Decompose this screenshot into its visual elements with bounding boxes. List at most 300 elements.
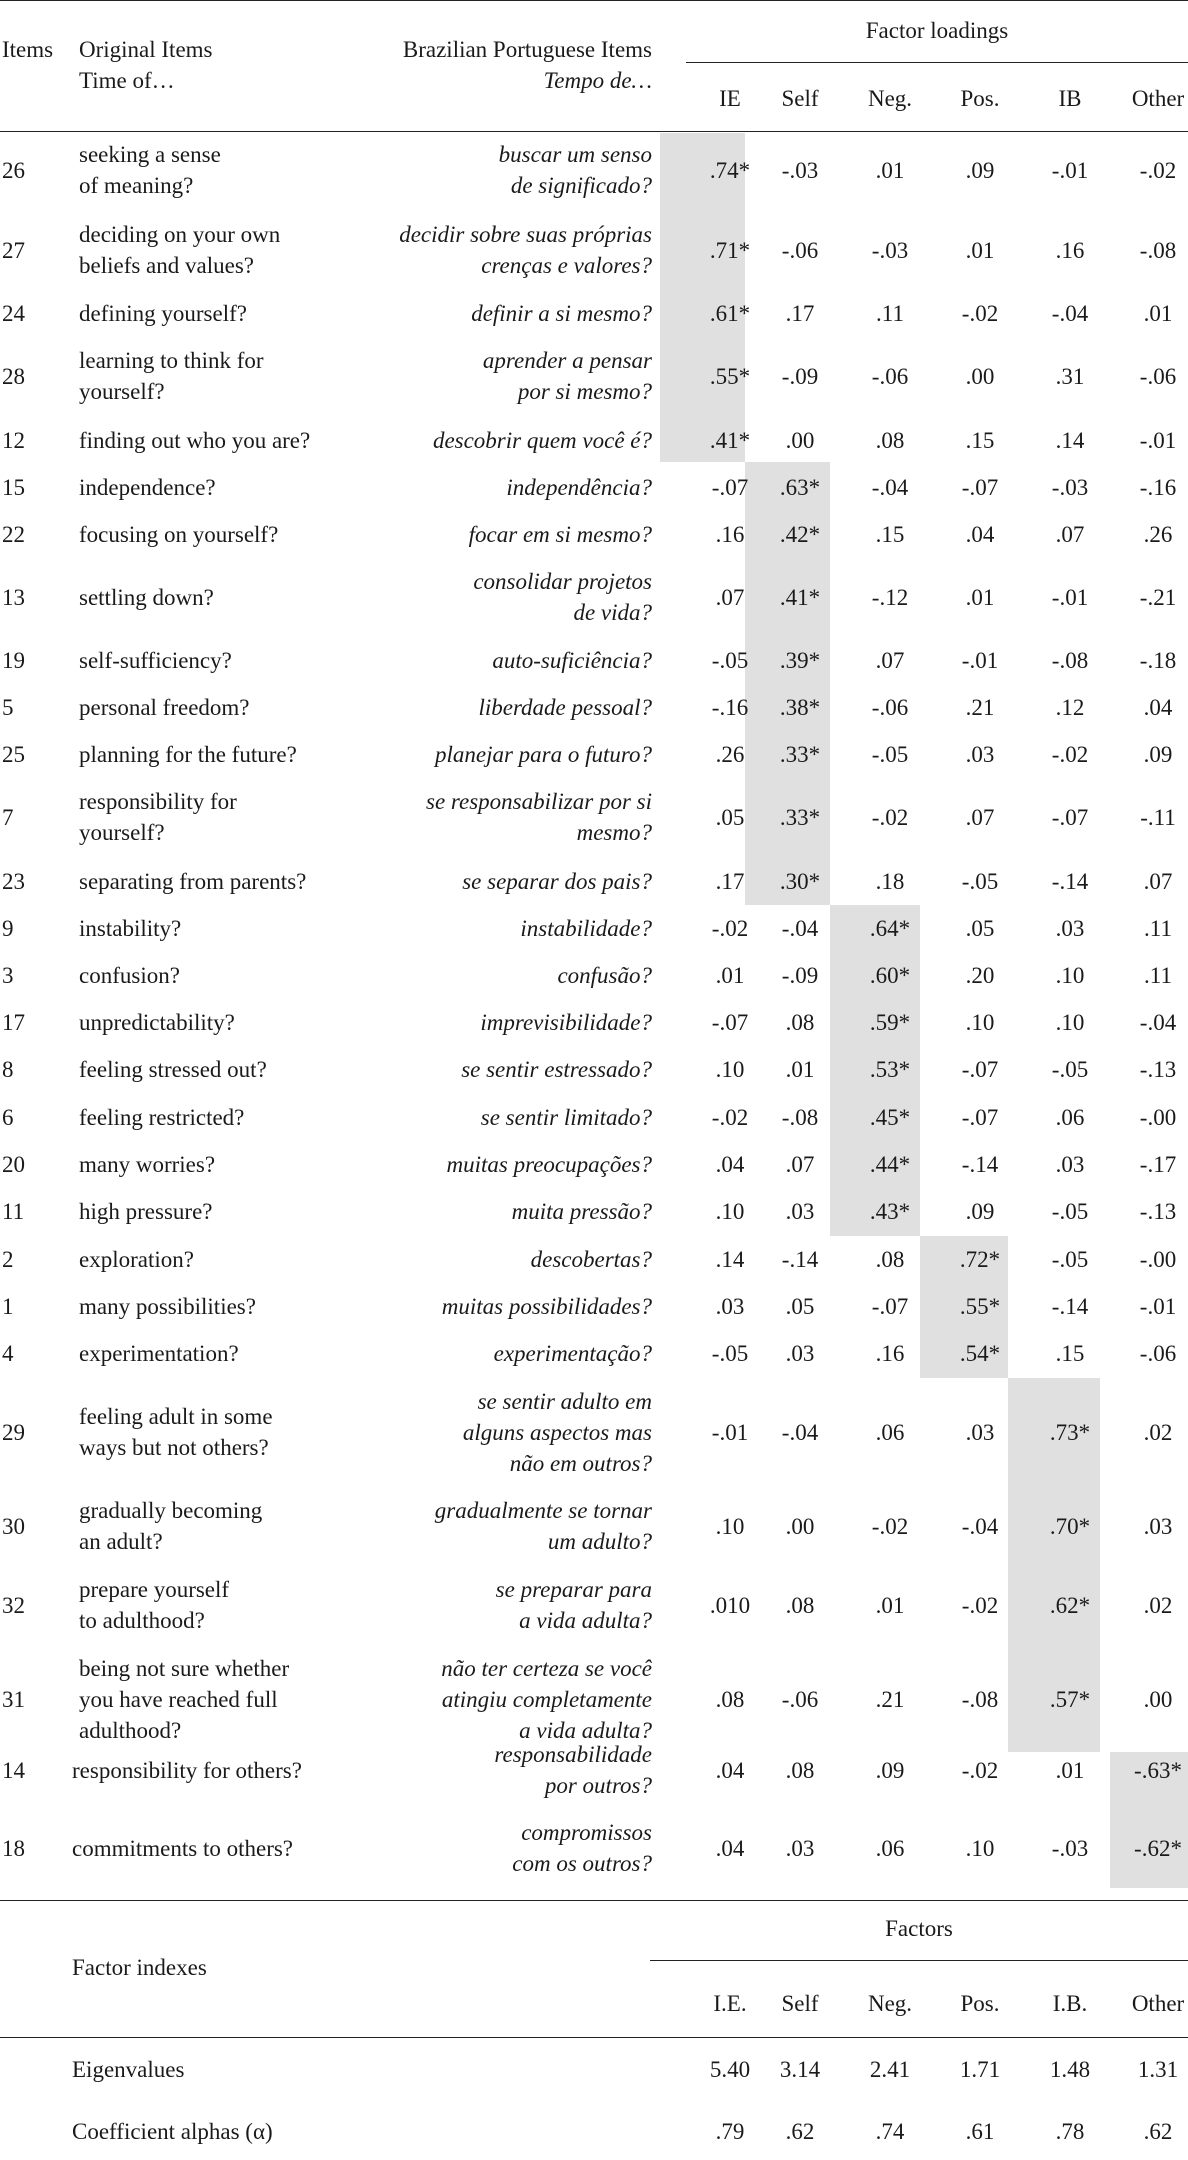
- loading-value: .04: [715, 1835, 745, 1861]
- loading-value: .03: [1055, 1151, 1085, 1177]
- item-number: 14: [2, 1757, 25, 1783]
- factor-indexes-label: Factor indexes: [72, 1955, 207, 1980]
- loading-value: -.00: [1139, 1246, 1177, 1272]
- portuguese-item-text: gradualmente se tornar: [434, 1498, 652, 1523]
- original-item-text: feeling stressed out?: [79, 1056, 267, 1082]
- items-header: Items: [2, 37, 54, 62]
- original-item-text: prepare yourself: [79, 1577, 230, 1602]
- loading-value: -.12: [871, 584, 909, 610]
- original-item-text: of meaning?: [79, 173, 194, 198]
- item-number: 17: [2, 1009, 25, 1035]
- loading-value: -.21: [1139, 584, 1177, 610]
- loading-value: .15: [1055, 1340, 1085, 1366]
- loading-value: -.01: [1139, 1293, 1177, 1319]
- loading-value: .16: [715, 521, 745, 547]
- footer-header-rule: [0, 2037, 1188, 2038]
- loading-value: .72*: [959, 1246, 1001, 1272]
- factor-loadings-header: Factor loadings: [865, 18, 1009, 43]
- item-number: 25: [2, 741, 25, 767]
- loading-value: -.07: [711, 1009, 749, 1035]
- original-item-text: learning to think for: [79, 348, 264, 373]
- loading-value: .01: [965, 237, 995, 263]
- item-number: 20: [2, 1151, 25, 1177]
- original-item-text: seeking a sense: [79, 142, 221, 167]
- eigenvalue: 5.40: [709, 2057, 751, 2082]
- loading-value: -.13: [1139, 1056, 1177, 1082]
- loading-value: .61*: [709, 300, 751, 326]
- original-item-text: self-sufficiency?: [79, 647, 232, 673]
- column-header-5: Other: [1131, 86, 1185, 111]
- loading-value: .10: [1055, 962, 1085, 988]
- loading-value: .09: [875, 1757, 905, 1783]
- original-item-text: you have reached full: [79, 1686, 278, 1712]
- item-number: 26: [2, 157, 25, 183]
- original-item-text: beliefs and values?: [79, 253, 254, 278]
- loading-value: .59*: [869, 1009, 911, 1035]
- item-number: 22: [2, 521, 25, 547]
- loading-value: .07: [715, 584, 745, 610]
- loading-value: .03: [1143, 1513, 1173, 1539]
- loading-value: .03: [785, 1835, 815, 1861]
- loading-value: .03: [1055, 915, 1085, 941]
- portuguese-item-text: definir a si mesmo?: [471, 300, 652, 326]
- loading-value: .09: [1143, 741, 1173, 767]
- loading-value: .44*: [869, 1151, 911, 1177]
- loading-value: .07: [965, 804, 995, 830]
- loading-value: -.06: [871, 694, 909, 720]
- loading-value: -.09: [781, 962, 819, 988]
- loading-value: .09: [965, 157, 995, 183]
- loading-value: .18: [875, 868, 905, 894]
- loading-value: .10: [1055, 1009, 1085, 1035]
- factor-loadings-rule: [686, 62, 1188, 63]
- loading-value: .16: [875, 1340, 905, 1366]
- loading-value: .45*: [869, 1104, 911, 1130]
- loading-value: -.02: [711, 915, 749, 941]
- item-number: 27: [2, 237, 25, 263]
- loading-value: -.03: [1051, 474, 1089, 500]
- loading-value: .71*: [709, 237, 751, 263]
- portuguese-item-text: atingiu completamente: [441, 1686, 652, 1712]
- portuguese-item-text: aprender a pensar: [482, 348, 652, 373]
- loading-value: .05: [785, 1293, 815, 1319]
- item-number: 31: [2, 1686, 25, 1712]
- loading-value: -.04: [1139, 1009, 1177, 1035]
- loading-value: .63*: [779, 474, 821, 500]
- portuguese-item-text: compromissos: [521, 1820, 652, 1845]
- loading-value: -.16: [711, 694, 749, 720]
- loading-value: -.01: [1139, 427, 1177, 453]
- loading-value: -.05: [961, 868, 999, 894]
- loading-value: -.08: [1051, 647, 1089, 673]
- portuguese-item-text: se sentir limitado?: [480, 1104, 652, 1130]
- item-number: 1: [2, 1293, 14, 1319]
- loading-value: .26: [1143, 521, 1173, 547]
- original-item-text: many possibilities?: [79, 1293, 256, 1319]
- portuguese-item-text: independência?: [506, 474, 652, 500]
- portuguese-item-text: por outros?: [544, 1773, 652, 1798]
- original-item-text: confusion?: [79, 962, 180, 988]
- item-number: 7: [2, 804, 14, 830]
- portuguese-item-text: alguns aspectos mas: [462, 1419, 652, 1445]
- loading-value: .14: [1055, 427, 1085, 453]
- portuguese-item-text: muitas preocupações?: [446, 1151, 652, 1177]
- loading-value: .00: [785, 1513, 815, 1539]
- loading-value: -.07: [871, 1293, 909, 1319]
- coefficient-alpha: .79: [715, 2119, 745, 2144]
- original-item-text: being not sure whether: [79, 1655, 290, 1681]
- loading-value: .10: [715, 1056, 745, 1082]
- eigenvalue: 1.31: [1137, 2057, 1179, 2082]
- item-number: 23: [2, 868, 25, 894]
- portuguese-item-text: não ter certeza se você: [441, 1655, 652, 1681]
- portuguese-item-text: consolidar projetos: [473, 569, 652, 594]
- loading-value: -.63*: [1134, 1757, 1182, 1783]
- loading-value: -.18: [1139, 647, 1177, 673]
- loading-value: .03: [965, 741, 995, 767]
- loading-value: .11: [876, 300, 904, 326]
- portuguese-item-text: muitas possibilidades?: [441, 1293, 652, 1319]
- loading-value: -.05: [1051, 1246, 1089, 1272]
- original-item-text: yourself?: [79, 379, 165, 404]
- original-item-text: gradually becoming: [79, 1498, 263, 1523]
- portuguese-item-text: a vida adulta?: [519, 1717, 652, 1743]
- loading-value: .57*: [1049, 1686, 1091, 1712]
- loading-value: -.01: [1051, 584, 1089, 610]
- loading-value: .07: [785, 1151, 815, 1177]
- loading-value: -.01: [1051, 157, 1089, 183]
- item-number: 28: [2, 363, 25, 389]
- loading-value: .05: [965, 915, 995, 941]
- loading-value: -.07: [961, 1104, 999, 1130]
- loading-value: -.01: [961, 647, 999, 673]
- original-item-text: responsibility for: [79, 789, 237, 814]
- loading-value: .08: [785, 1009, 815, 1035]
- loading-value: .55*: [959, 1293, 1001, 1319]
- loading-value: -.14: [1051, 868, 1089, 894]
- original-item-text: many worries?: [79, 1151, 216, 1177]
- loading-value: .10: [965, 1835, 995, 1861]
- coefficient-alpha: .62: [1143, 2119, 1173, 2144]
- loading-value: .06: [1055, 1104, 1085, 1130]
- top-rule: [0, 0, 1188, 1]
- column-header-4: IB: [1058, 86, 1082, 111]
- portuguese-item-text: auto-suficiência?: [492, 647, 652, 673]
- coefficient-alpha: .78: [1055, 2119, 1085, 2144]
- loading-value: .03: [785, 1340, 815, 1366]
- loading-value: -.07: [711, 474, 749, 500]
- loading-value: .08: [875, 1246, 905, 1272]
- loading-value: .07: [875, 647, 905, 673]
- loading-value: .08: [785, 1757, 815, 1783]
- coefficient-alpha: .62: [785, 2119, 815, 2144]
- eigenvalue: 1.71: [959, 2057, 1001, 2082]
- item-number: 12: [2, 427, 25, 453]
- loading-value: .64*: [869, 915, 911, 941]
- loading-value: .08: [785, 1592, 815, 1618]
- portuguese-item-text: focar em si mesmo?: [468, 521, 652, 547]
- loading-value: -.02: [871, 1513, 909, 1539]
- original-item-text: finding out who you are?: [79, 427, 311, 453]
- loading-value: -.02: [711, 1104, 749, 1130]
- item-number: 11: [2, 1198, 25, 1224]
- portuguese-item-text: liberdade pessoal?: [478, 694, 652, 720]
- item-number: 18: [2, 1835, 25, 1861]
- portuguese-item-text: decidir sobre suas próprias: [399, 222, 652, 247]
- portuguese-item-text: se preparar para: [495, 1577, 652, 1602]
- loading-value: .03: [715, 1293, 745, 1319]
- factors-rule: [650, 1960, 1188, 1961]
- loading-value: -.04: [781, 915, 819, 941]
- column-header-1: Self: [781, 86, 819, 111]
- loading-value: -.08: [781, 1104, 819, 1130]
- brazilian-items-header: Brazilian Portuguese Items: [402, 37, 652, 62]
- loading-value: .38*: [779, 694, 821, 720]
- factor-column-header-4: I.B.: [1052, 1991, 1088, 2016]
- loading-value: -.04: [781, 1419, 819, 1445]
- portuguese-item-text: descobrir quem você é?: [432, 427, 652, 453]
- item-number: 15: [2, 474, 25, 500]
- loading-value: .21: [965, 694, 995, 720]
- column-header-3: Pos.: [960, 86, 1000, 111]
- loading-value: .74*: [709, 157, 751, 183]
- table-bottom-rule: [0, 1900, 1188, 1901]
- loading-value: -.02: [871, 804, 909, 830]
- loading-value: .42*: [779, 521, 821, 547]
- loading-value: .73*: [1049, 1419, 1091, 1445]
- original-item-text: experimentation?: [79, 1340, 239, 1366]
- loading-value: -.05: [871, 741, 909, 767]
- loading-value: -.02: [961, 300, 999, 326]
- loading-value: -.06: [1139, 363, 1177, 389]
- loading-value: .03: [785, 1198, 815, 1224]
- original-item-text: to adulthood?: [79, 1608, 205, 1633]
- original-item-text: exploration?: [79, 1246, 194, 1272]
- original-item-text: feeling adult in some: [79, 1404, 273, 1429]
- loading-value: .70*: [1049, 1513, 1091, 1539]
- loading-value: .60*: [869, 962, 911, 988]
- loading-value: .10: [965, 1009, 995, 1035]
- eigenvalue: 1.48: [1049, 2057, 1091, 2082]
- item-number: 29: [2, 1419, 25, 1445]
- portuguese-item-text: não em outros?: [509, 1450, 652, 1476]
- loading-value: -.02: [1051, 741, 1089, 767]
- loading-value: -.14: [781, 1246, 819, 1272]
- factor-column-header-1: Self: [781, 1991, 819, 2016]
- loading-value: -.03: [781, 157, 819, 183]
- loading-value: .33*: [779, 741, 821, 767]
- original-item-text: yourself?: [79, 820, 165, 845]
- original-item-text: adulthood?: [79, 1717, 182, 1743]
- loading-value: -.02: [961, 1757, 999, 1783]
- factors-header: Factors: [885, 1916, 953, 1941]
- loading-value: .10: [715, 1513, 745, 1539]
- loading-value: .00: [785, 427, 815, 453]
- loading-value: .11: [1144, 962, 1172, 988]
- portuguese-item-text: buscar um senso: [498, 142, 652, 167]
- loading-value: .07: [1143, 868, 1173, 894]
- loading-value: -.16: [1139, 474, 1177, 500]
- loading-value: .31: [1055, 363, 1085, 389]
- portuguese-item-text: crenças e valores?: [481, 253, 652, 278]
- portuguese-item-text: se responsabilizar por si: [426, 789, 652, 814]
- original-item-text: unpredictability?: [79, 1009, 235, 1035]
- coefficient-alpha: .74: [875, 2119, 905, 2144]
- loading-value: .21: [875, 1686, 905, 1712]
- loading-value: -.02: [961, 1592, 999, 1618]
- loading-value: -.07: [961, 1056, 999, 1082]
- item-number: 4: [2, 1340, 14, 1366]
- item-number: 3: [2, 962, 14, 988]
- loading-value: -.05: [1051, 1198, 1089, 1224]
- loading-value: .41*: [779, 584, 821, 610]
- item-number: 13: [2, 584, 25, 610]
- original-item-text: ways but not others?: [79, 1435, 269, 1460]
- loading-value: .17: [785, 300, 815, 326]
- loading-value: .11: [1144, 915, 1172, 941]
- original-item-text: high pressure?: [79, 1198, 213, 1224]
- coefficient-alpha-label: Coefficient alphas (α): [72, 2119, 273, 2144]
- portuguese-item-text: um adulto?: [547, 1529, 652, 1554]
- original-item-text: defining yourself?: [79, 300, 247, 326]
- portuguese-item-text: a vida adulta?: [519, 1608, 652, 1633]
- loading-value: -.05: [1051, 1056, 1089, 1082]
- item-number: 9: [2, 915, 14, 941]
- item-number: 30: [2, 1513, 25, 1539]
- portuguese-item-text: por si mesmo?: [517, 379, 652, 404]
- original-item-text: personal freedom?: [79, 694, 250, 720]
- original-items-subheader: Time of…: [79, 68, 175, 93]
- original-item-text: focusing on yourself?: [79, 521, 279, 547]
- portuguese-item-text: de vida?: [573, 600, 652, 625]
- loading-value: .14: [715, 1246, 745, 1272]
- loading-value: .06: [875, 1835, 905, 1861]
- original-item-text: deciding on your own: [79, 222, 281, 247]
- loading-value: .15: [965, 427, 995, 453]
- loading-value: -.04: [1051, 300, 1089, 326]
- column-header-2: Neg.: [867, 86, 913, 111]
- loading-value: -.05: [711, 1340, 749, 1366]
- column-header-0: IE: [719, 86, 741, 111]
- loading-value: .02: [1143, 1419, 1173, 1445]
- loading-value: -.17: [1139, 1151, 1177, 1177]
- loading-value: .01: [875, 157, 905, 183]
- original-item-text: responsibility for others?: [72, 1757, 302, 1783]
- loading-value: .00: [965, 363, 995, 389]
- loading-value: .09: [965, 1198, 995, 1224]
- loading-value: .04: [1143, 694, 1173, 720]
- loading-value: -.05: [711, 647, 749, 673]
- original-items-header: Original Items: [79, 37, 213, 62]
- portuguese-item-text: planejar para o futuro?: [434, 741, 652, 767]
- loading-value: -.08: [961, 1686, 999, 1712]
- loading-value: .01: [965, 584, 995, 610]
- item-number: 6: [2, 1104, 14, 1130]
- original-item-text: independence?: [79, 474, 216, 500]
- original-item-text: instability?: [79, 915, 182, 941]
- original-item-text: settling down?: [79, 584, 214, 610]
- loading-value: .04: [965, 521, 995, 547]
- loading-value: .03: [965, 1419, 995, 1445]
- loading-value: .01: [1055, 1757, 1085, 1783]
- loading-value: .04: [715, 1757, 745, 1783]
- loading-value: -.04: [871, 474, 909, 500]
- portuguese-item-text: com os outros?: [512, 1851, 652, 1876]
- loading-value: -.06: [781, 237, 819, 263]
- portuguese-item-text: de significado?: [510, 173, 652, 198]
- original-item-text: planning for the future?: [79, 741, 297, 767]
- portuguese-item-text: se separar dos pais?: [462, 868, 652, 894]
- loading-value: -.04: [961, 1513, 999, 1539]
- loading-value: -.07: [1051, 804, 1089, 830]
- factor-column-header-5: Other: [1131, 1991, 1185, 2016]
- loading-value: .16: [1055, 237, 1085, 263]
- loading-value: .20: [965, 962, 995, 988]
- portuguese-item-text: responsabilidade: [494, 1742, 652, 1767]
- item-number: 24: [2, 300, 25, 326]
- loading-value: .08: [715, 1686, 745, 1712]
- loading-value: .30*: [779, 868, 821, 894]
- loading-value: -.08: [1139, 237, 1177, 263]
- loading-value: .06: [875, 1419, 905, 1445]
- loading-value: .01: [715, 962, 745, 988]
- item-number: 19: [2, 647, 25, 673]
- portuguese-item-text: muita pressão?: [511, 1198, 652, 1224]
- original-item-text: separating from parents?: [79, 868, 307, 894]
- loading-value: .15: [875, 521, 905, 547]
- loading-value: -.06: [781, 1686, 819, 1712]
- loading-value: -.09: [781, 363, 819, 389]
- loading-value: -.02: [1139, 157, 1177, 183]
- loading-value: .12: [1055, 694, 1085, 720]
- loading-value: .00: [1143, 1686, 1173, 1712]
- loading-value: .07: [1055, 521, 1085, 547]
- item-number: 2: [2, 1246, 14, 1272]
- loading-value: .01: [875, 1592, 905, 1618]
- item-number: 5: [2, 694, 14, 720]
- loading-value: -.14: [961, 1151, 999, 1177]
- loading-value: .010: [709, 1592, 751, 1618]
- loading-value: .43*: [869, 1198, 911, 1224]
- loading-value: -.06: [1139, 1340, 1177, 1366]
- eigenvalue: 3.14: [779, 2057, 821, 2082]
- loading-value: .53*: [869, 1056, 911, 1082]
- loading-value: .54*: [959, 1340, 1001, 1366]
- factor-column-header-0: I.E.: [713, 1991, 747, 2016]
- portuguese-item-text: imprevisibilidade?: [480, 1009, 652, 1035]
- loading-value: -.62*: [1134, 1835, 1182, 1861]
- loading-value: -.06: [871, 363, 909, 389]
- loading-value: .10: [715, 1198, 745, 1224]
- loading-value: .41*: [709, 427, 751, 453]
- portuguese-item-text: experimentação?: [493, 1340, 652, 1366]
- eigenvalues-label: Eigenvalues: [72, 2057, 185, 2082]
- original-item-text: feeling restricted?: [79, 1104, 245, 1130]
- original-item-text: an adult?: [79, 1529, 163, 1554]
- portuguese-item-text: confusão?: [557, 962, 652, 988]
- portuguese-item-text: mesmo?: [576, 820, 652, 845]
- item-number: 32: [2, 1592, 25, 1618]
- loading-value: .39*: [779, 647, 821, 673]
- loading-value: -.11: [1140, 804, 1176, 830]
- item-number: 8: [2, 1056, 14, 1082]
- factor-column-header-2: Neg.: [867, 1991, 913, 2016]
- loading-value: .05: [715, 804, 745, 830]
- portuguese-item-text: descobertas?: [530, 1246, 652, 1272]
- header-bottom-rule: [0, 131, 1188, 132]
- loading-value: .55*: [709, 363, 751, 389]
- loading-value: -.03: [871, 237, 909, 263]
